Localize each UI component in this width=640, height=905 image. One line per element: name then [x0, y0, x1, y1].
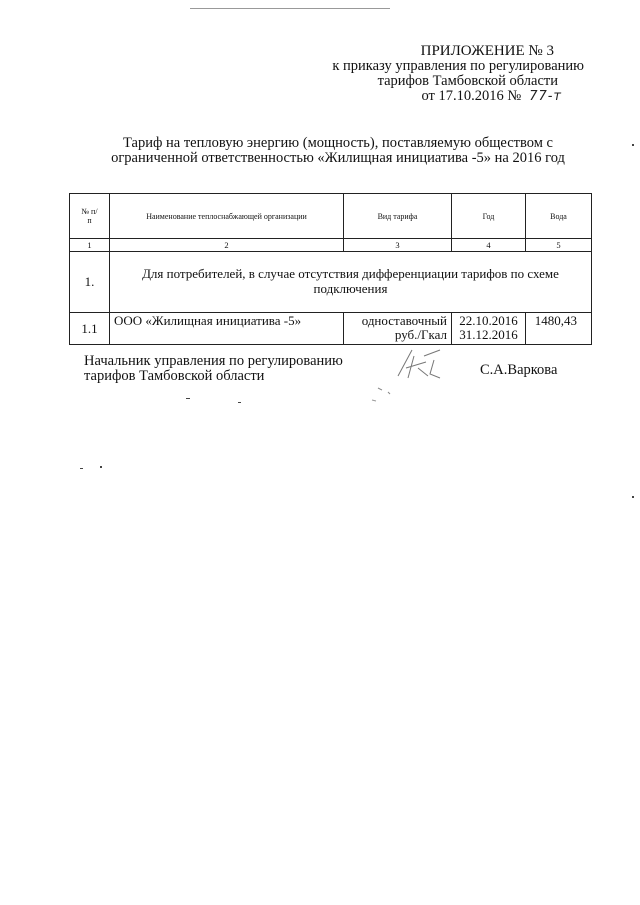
scan-speck: [80, 468, 83, 469]
appendix-authority: тарифов Тамбовской области: [377, 73, 558, 89]
row-water-value: 1480,43: [526, 313, 592, 345]
column-number: 3: [344, 239, 452, 252]
header-organization: Наименование теплоснабжающей организации: [110, 194, 344, 239]
appendix-order-reference: к приказу управления по регулированию: [332, 58, 584, 74]
document-title-line1: Тариф на тепловую энергию (мощность), поставляемую обществом с: [123, 135, 553, 151]
group-description: Для потребителей, в случае отсутствия дифференциации тарифов по схеме подключения: [110, 252, 592, 313]
header-year: Год: [452, 194, 526, 239]
column-number: 5: [526, 239, 592, 252]
appendix-title: ПРИЛОЖЕНИЕ № 3: [420, 43, 554, 59]
year-to: 31.12.2016: [459, 327, 518, 342]
column-number-row: [70, 239, 592, 252]
handwritten-order-number: 77-т: [529, 89, 562, 104]
column-number: 4: [452, 239, 526, 252]
document-title-line2: ограниченной ответственностью «Жилищная инициатива -5» на 2016 год: [111, 150, 565, 166]
tariff-type-value: одноставочный: [361, 313, 447, 328]
row-tariff-type: [344, 313, 452, 345]
table-header-row: [70, 194, 592, 239]
column-number: 2: [110, 239, 344, 252]
signature-position: [84, 354, 343, 384]
scan-speck: [186, 398, 190, 399]
appendix-header: [332, 44, 584, 104]
column-number: 1: [70, 239, 110, 252]
row-number: 1.1: [70, 313, 110, 345]
group-number: 1.: [70, 252, 110, 313]
header-number: [70, 194, 110, 239]
scan-artifact-line: [190, 8, 390, 9]
signer-name: С.А.Варкова: [480, 362, 558, 378]
group-row: [70, 252, 592, 313]
year-from: 22.10.2016: [459, 313, 518, 328]
tariff-table: [69, 193, 592, 345]
handwritten-signature: [368, 348, 468, 408]
header-tariff-type: Вид тарифа: [344, 194, 452, 239]
appendix-date-line: [332, 89, 562, 104]
document-title: [68, 136, 608, 166]
header-number-label: № п/п: [81, 207, 98, 225]
position-line1: Начальник управления по регулированию: [84, 353, 343, 369]
scan-speck: [632, 144, 634, 146]
scan-speck: [632, 496, 634, 498]
scan-speck: [100, 466, 102, 468]
header-water: Вода: [526, 194, 592, 239]
scan-speck: [238, 402, 241, 403]
row-year: [452, 313, 526, 345]
table-row: [70, 313, 592, 345]
tariff-unit-value: руб./Гкал: [394, 327, 447, 342]
appendix-date: от 17.10.2016 №: [421, 88, 522, 104]
position-line2: тарифов Тамбовской области: [84, 368, 265, 384]
row-organization: ООО «Жилищная инициатива -5»: [110, 313, 344, 345]
